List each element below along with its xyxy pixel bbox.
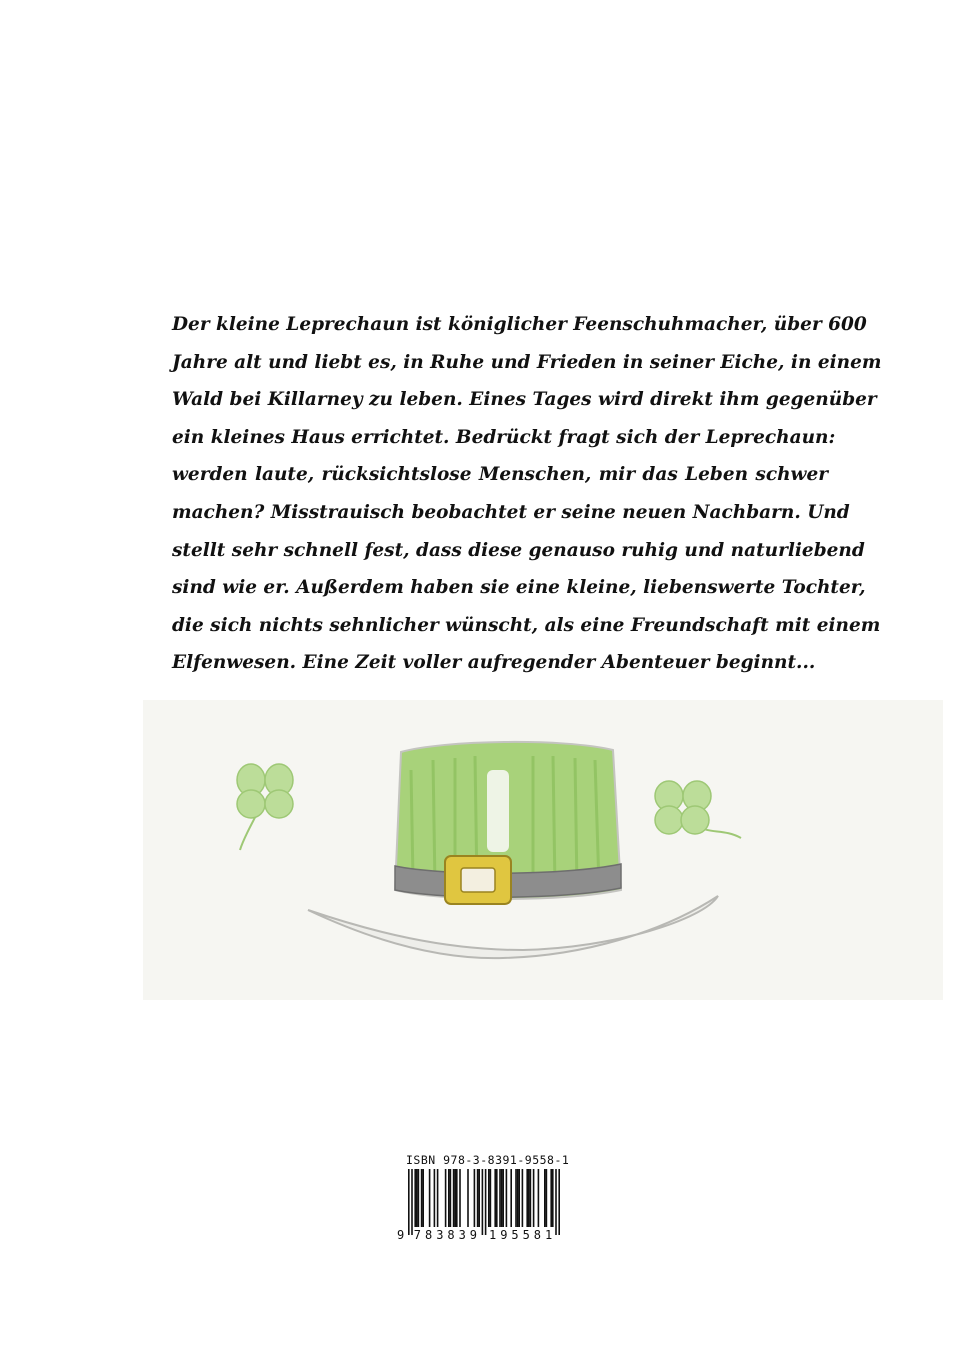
barcode-bar	[518, 1169, 520, 1227]
barcode-bar	[517, 1169, 519, 1227]
barcode-bar	[459, 1169, 461, 1227]
isbn-block	[396, 1153, 570, 1245]
barcode-bar	[437, 1169, 439, 1227]
barcode-bar	[488, 1169, 490, 1227]
barcode-digit: 3	[458, 1228, 466, 1242]
barcode-bar	[482, 1169, 484, 1235]
barcode-digit: 8	[425, 1228, 433, 1242]
barcode-bar	[456, 1169, 458, 1227]
barcode-bar	[502, 1169, 504, 1227]
barcode-bar	[546, 1169, 548, 1227]
hat-highlight	[487, 770, 509, 852]
barcode-bar	[445, 1169, 447, 1227]
barcode-digit: 9	[500, 1228, 508, 1242]
blurb-line: werden laute, rücksichtslose Menschen, mir das Leben schwer	[172, 464, 828, 486]
blurb-line: stellt sehr schnell fest, dass diese genauso ruhig und naturliebend	[172, 539, 865, 561]
barcode-bar	[558, 1169, 560, 1235]
barcode-bar	[478, 1169, 480, 1227]
barcode-bar	[414, 1169, 416, 1227]
blurb-line: Wald bei Killarney zu leben. Eines Tages wird direkt ihm gegenüber	[172, 389, 877, 411]
barcode-bar	[490, 1169, 492, 1227]
barcode-bar	[533, 1169, 535, 1227]
barcode-bar	[552, 1169, 554, 1227]
barcode-bar	[494, 1169, 496, 1227]
barcode-bar	[510, 1169, 512, 1227]
barcode-digit: 1	[489, 1228, 497, 1242]
barcode-bar	[530, 1169, 532, 1227]
blurb-line: ein kleines Haus errichtet. Bedrückt fragt sich der Leprechaun:	[172, 426, 836, 448]
barcode-digit: 1	[545, 1228, 553, 1242]
barcode-bar	[496, 1169, 498, 1227]
barcode-digit: 3	[436, 1228, 444, 1242]
barcode-bar	[522, 1169, 524, 1227]
barcode-bar	[528, 1169, 530, 1227]
hat-drawing	[143, 700, 943, 1000]
barcode-bar	[506, 1169, 508, 1227]
barcode-digit: 7	[413, 1228, 422, 1242]
barcode-bar	[450, 1169, 452, 1227]
barcode-bar	[421, 1169, 423, 1227]
barcode-bar	[550, 1169, 552, 1227]
barcode-bar	[555, 1169, 557, 1235]
barcode-bar	[544, 1169, 546, 1227]
barcode-bar	[515, 1169, 517, 1227]
barcode-bar	[474, 1169, 476, 1227]
barcode-bar	[418, 1169, 420, 1227]
barcode-digit: 5	[522, 1228, 530, 1242]
barcode-bar	[477, 1169, 479, 1227]
barcode-digit: 8	[533, 1228, 542, 1242]
barcode-bar	[448, 1169, 450, 1227]
barcode-digit: 9	[469, 1228, 478, 1242]
blurb-line: Jahre alt und liebt es, in Ruhe und Frieden in seiner Eiche, in einem	[172, 351, 882, 373]
blurb-line: die sich nichts sehnlicher wünscht, als eine Freundschaft mit einem	[172, 614, 881, 636]
barcode-bar	[467, 1169, 469, 1227]
barcode-bar	[416, 1169, 418, 1227]
barcode-bar	[434, 1169, 436, 1227]
barcode-digit: 9	[397, 1228, 405, 1242]
barcode-bar	[538, 1169, 540, 1227]
barcode-bar	[453, 1169, 455, 1227]
barcode-digit: 8	[447, 1228, 455, 1242]
barcode-bar	[411, 1169, 413, 1235]
barcode-bar	[485, 1169, 487, 1235]
blurb-line: machen? Misstrauisch beobachtet er seine neuen Nachbarn. Und	[172, 501, 850, 523]
barcode-bar	[501, 1169, 503, 1227]
barcode-bar	[422, 1169, 424, 1227]
blurb-line: sind wie er. Außerdem haben sie eine kleine, liebenswerte Tochter,	[172, 577, 866, 599]
isbn-label: ISBN 978-3-8391-9558-1	[406, 1153, 570, 1167]
barcode-digit: 5	[511, 1228, 519, 1242]
blurb-line: Der kleine Leprechaun ist königlicher Feenschuhmacher, über 600	[172, 314, 867, 335]
barcode-icon	[396, 1169, 566, 1245]
barcode-bar	[499, 1169, 501, 1227]
barcode-bar	[454, 1169, 456, 1227]
back-cover-blurb	[172, 306, 882, 682]
barcode-bar	[429, 1169, 431, 1227]
leprechaun-hat-illustration	[143, 700, 943, 1000]
barcode-bar	[408, 1169, 410, 1235]
blurb-line: Elfenwesen. Eine Zeit voller aufregender Abenteuer beginnt...	[172, 652, 816, 674]
barcode-bar	[526, 1169, 528, 1227]
